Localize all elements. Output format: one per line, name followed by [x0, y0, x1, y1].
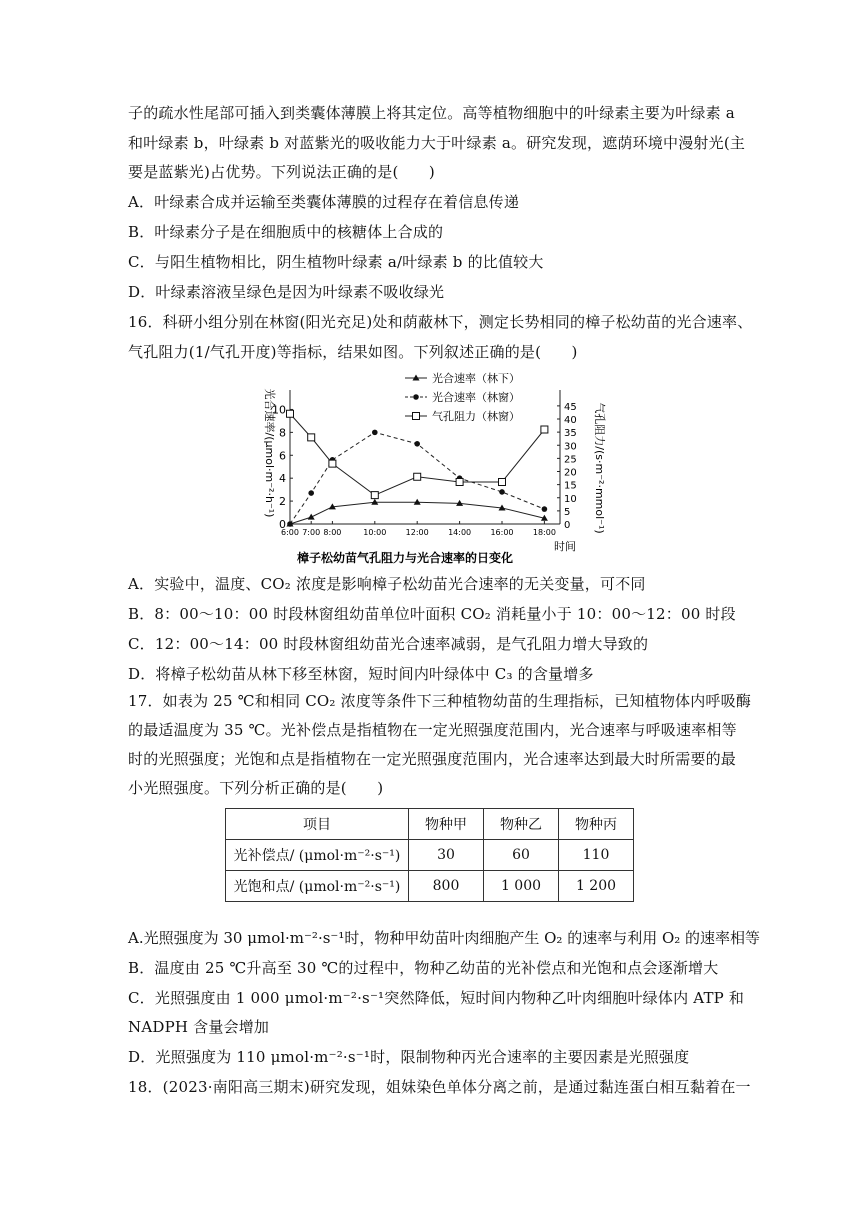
q16-option-c: C．12：00～14：00 时段林窗组幼苗光合速率减弱，是气孔阻力增大导致的 [128, 635, 649, 653]
y2-tick-label: 30 [564, 441, 577, 453]
x-tick-label: 14:00 [448, 528, 472, 537]
q17-option-b: B．温度由 25 ℃升高至 30 ℃的过程中，物种乙幼苗的光补偿点和光饱和点会逐渐增大 [128, 959, 719, 977]
intro-line-3: 要是蓝紫光)占优势。下列说法正确的是( ) [128, 163, 435, 181]
data-point-square [499, 479, 506, 486]
data-point-dot [414, 441, 420, 447]
x-tick-label: 7:00 [302, 528, 321, 537]
chart-series [287, 410, 548, 527]
q16-chart [250, 368, 610, 568]
intro-line-2: 和叶绿素 b，叶绿素 b 对蓝紫光的吸收能力大于叶绿素 a。研究发现，遮荫环境中漫射光(主 [128, 134, 746, 152]
table-header-cell: 物种甲 [409, 809, 484, 840]
data-point-square [456, 479, 463, 486]
data-point-dot [372, 430, 378, 436]
q17-option-c-cont: NADPH 含量会增加 [128, 1018, 270, 1036]
table-cell: 110 [559, 840, 634, 871]
q16-stem-line-2: 气孔阻力(1/气孔开度)等指标，结果如图。下列叙述正确的是( ) [128, 343, 578, 361]
chart-y-axis-label: 光合速率/(μmol·m⁻²·h⁻¹) [263, 388, 276, 518]
intro-line-1: 子的疏水性尾部可插入到类囊体薄膜上将其定位。高等植物细胞中的叶绿素主要为叶绿素 a [128, 104, 735, 122]
data-point-dot [542, 506, 548, 512]
chart-title: 樟子松幼苗气孔阻力与光合速率的日变化 [296, 551, 514, 565]
data-point-dot [308, 490, 314, 496]
series-line [290, 502, 544, 524]
legend-label: 光合速率（林窗） [432, 391, 520, 404]
table-cell: 光饱和点/ (μmol·m⁻²·s⁻¹) [226, 871, 409, 902]
table-header-cell: 物种丙 [559, 809, 634, 840]
table-cell: 60 [484, 840, 559, 871]
x-tick-label: 6:00 [281, 528, 299, 537]
data-point-square [308, 434, 315, 441]
y2-tick-label: 20 [564, 467, 577, 479]
q16-option-b: B．8：00～10：00 时段林窗组幼苗单位叶面积 CO₂ 消耗量小于 10：00～12：00 时段 [128, 605, 736, 623]
y2-tick-label: 5 [564, 506, 571, 518]
legend-marker-square [413, 413, 420, 420]
q15-option-d: D．叶绿素溶液呈绿色是因为叶绿素不吸收绿光 [128, 283, 445, 301]
chart-y2-axis-label: 气孔阻力/(s·m⁻²·mmol⁻¹) [593, 402, 606, 534]
q17-stem-line-2: 的最适温度为 35 ℃。光补偿点是指植物在一定光照强度范围内，光合速率与呼吸速率相等 [128, 721, 737, 739]
table-cell: 30 [409, 840, 484, 871]
q15-option-a: A．叶绿素合成并运输至类囊体薄膜的过程存在着信息传递 [128, 193, 520, 211]
q15-option-c: C．与阳生植物相比，阴生植物叶绿素 a/叶绿素 b 的比值较大 [128, 253, 544, 271]
y2-tick-label: 15 [564, 480, 577, 492]
legend-label: 气孔阻力（林窗） [432, 410, 520, 423]
table-cell: 1 000 [484, 871, 559, 902]
table-row [226, 871, 634, 902]
q16-stem-line-1: 16．科研小组分别在林窗(阳光充足)处和荫蔽林下，测定长势相同的樟子松幼苗的光合速率、 [128, 313, 753, 331]
x-tick-label: 8:00 [323, 528, 342, 537]
chart-legend [405, 371, 520, 423]
y-tick-label: 6 [279, 449, 286, 463]
y-tick-label: 10 [272, 403, 286, 417]
data-point-dot [287, 521, 293, 527]
x-tick-label: 18:00 [532, 528, 556, 537]
y2-tick-label: 10 [564, 493, 577, 505]
y2-tick-label: 35 [564, 428, 577, 440]
data-point-dot [499, 489, 505, 495]
q16-option-a: A．实验中，温度、CO₂ 浓度是影响樟子松幼苗光合速率的无关变量，可不同 [128, 575, 646, 593]
legend-marker-dot [413, 394, 419, 400]
data-point-square [329, 460, 336, 467]
q17-option-c: C．光照强度由 1 000 μmol·m⁻²·s⁻¹突然降低，短时间内物种乙叶肉细胞叶绿体内 ATP 和 [128, 989, 745, 1007]
y2-tick-label: 0 [564, 520, 571, 531]
y2-tick-label: 45 [564, 401, 577, 413]
q17-option-d: D．光照强度为 110 μmol·m⁻²·s⁻¹时，限制物种丙光合速率的主要因素是光照强度 [128, 1048, 690, 1066]
q16-option-d: D．将樟子松幼苗从林下移至林窗，短时间内叶绿体中 C₃ 的含量增多 [128, 665, 594, 683]
data-point-triangle [308, 514, 315, 520]
y-tick-label: 4 [279, 472, 286, 486]
x-tick-label: 16:00 [490, 528, 514, 537]
y-tick-label: 8 [279, 426, 286, 440]
x-tick-label: 12:00 [405, 528, 429, 537]
table-header-cell: 物种乙 [484, 809, 559, 840]
chart-x-axis-label: 时间 [554, 540, 576, 553]
series-line [290, 414, 544, 495]
table-cell: 1 200 [559, 871, 634, 902]
y2-tick-label: 25 [564, 454, 577, 466]
x-tick-label: 10:00 [363, 528, 387, 537]
y-tick-label: 2 [279, 495, 286, 509]
table-header-cell: 项目 [226, 809, 409, 840]
q17-table [225, 808, 634, 902]
table-cell: 光补偿点/ (μmol·m⁻²·s⁻¹) [226, 840, 409, 871]
y-tick-label: 0 [279, 518, 286, 531]
table-cell: 800 [409, 871, 484, 902]
legend-label: 光合速率（林下） [432, 372, 520, 385]
q17-stem-line-3: 时的光照强度；光饱和点是指植物在一定光照强度范围内，光合速率达到最大时所需要的最 [128, 750, 737, 768]
y2-tick-label: 40 [564, 415, 577, 426]
data-point-square [371, 492, 378, 499]
data-point-square [287, 410, 294, 417]
q17-option-a: A.光照强度为 30 μmol·m⁻²·s⁻¹时，物种甲幼苗叶肉细胞产生 O₂ 的速率与利用 O₂ 的速率相等 [128, 929, 761, 947]
table-row [226, 840, 634, 871]
data-point-square [414, 473, 421, 480]
data-point-square [541, 426, 548, 433]
q17-stem-line-1: 17．如表为 25 ℃和相同 CO₂ 浓度等条件下三种植物幼苗的生理指标，已知植物体内呼吸酶 [128, 692, 752, 710]
table-header-row [226, 809, 634, 840]
q17-stem-line-4: 小光照强度。下列分析正确的是( ) [128, 779, 384, 797]
q18-stem-line-1: 18．(2023·南阳高三期末)研究发现，姐妹染色单体分离之前，是通过黏连蛋白相互黏着在一 [128, 1078, 751, 1096]
q15-option-b: B．叶绿素分子是在细胞质中的核糖体上合成的 [128, 223, 444, 241]
